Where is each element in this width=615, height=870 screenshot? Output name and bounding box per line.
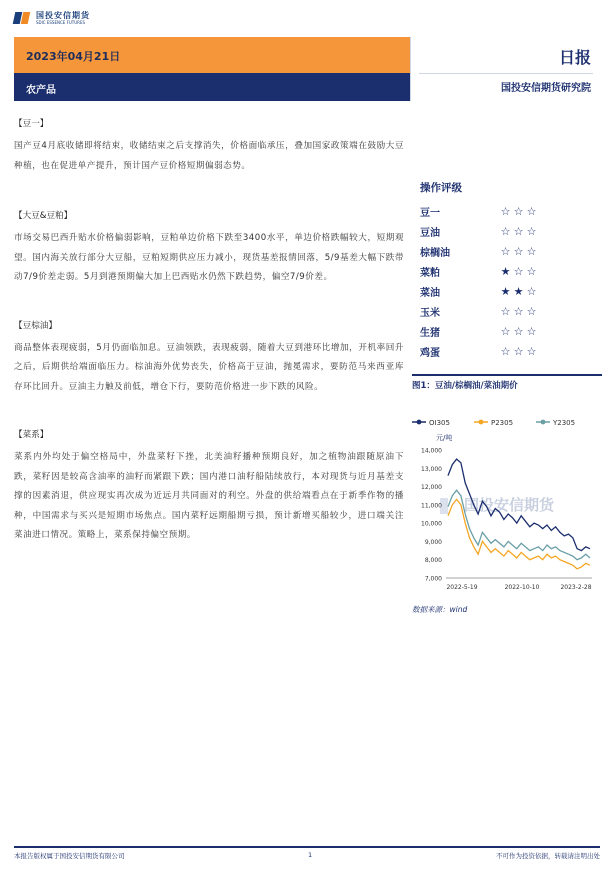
report-title-panel	[410, 37, 601, 101]
section-soy-palm-oil	[14, 320, 404, 398]
legend-label: OI305	[429, 419, 450, 427]
section-title: 【菜系】	[14, 430, 49, 440]
rating-stars	[500, 266, 537, 277]
rating-stars	[500, 206, 537, 217]
logo-english-name: SDIC ESSENCE FUTURES	[36, 20, 86, 25]
empty-star-icon: ☆	[526, 304, 537, 318]
logo-chinese-name: 国投安信期货	[36, 11, 90, 20]
empty-star-icon: ☆	[513, 204, 524, 218]
y-tick-label: 7,000	[424, 575, 442, 583]
empty-star-icon: ☆	[513, 264, 524, 278]
commentary-column	[14, 118, 404, 562]
price-chart-svg	[406, 404, 602, 596]
rating-row	[420, 321, 570, 341]
page-number: 1	[308, 851, 313, 859]
legend-marker	[479, 420, 484, 425]
empty-star-icon: ☆	[500, 324, 511, 338]
rating-stars	[500, 246, 537, 257]
price-chart	[406, 404, 602, 596]
rating-row	[420, 241, 570, 261]
institute-name: 国投安信期货研究院	[501, 83, 591, 94]
rating-row	[420, 261, 570, 281]
legend-label: Y2305	[553, 419, 576, 427]
copyright-notice: 本报告版权属于国投安信期货有限公司	[14, 852, 125, 860]
rating-row	[420, 221, 570, 241]
report-type: 日报	[558, 48, 591, 67]
section-body: 国产豆4月底收储即将结束，收储结束之后支撑消失，价格面临承压，叠加国家政策端在鼓励大豆种植，也在促进单产提升，预计国产豆价格短期偏弱态势。	[14, 141, 404, 171]
disclaimer: 不可作为投资依据，转载请注明出处	[496, 852, 600, 860]
rating-commodity-name: 菜粕	[420, 267, 440, 279]
sector-label: 农产品	[26, 85, 56, 96]
empty-star-icon: ☆	[526, 344, 537, 358]
rating-row	[420, 281, 570, 301]
section-body: 市场交易巴西升贴水价格偏弱影响，豆粕单边价格下跌至3400水平，单边价格跌幅较大，短期观望。国内海关放行部分大豆船，豆粕短期供应压力减小，现货基差报情回落，5/9基差大幅下跌带动7/9价差走弱。5月到港预期偏大加上巴西贴水仍然下跌趋势，偏空7/9价差。	[14, 233, 404, 282]
section-title: 【豆棕油】	[14, 320, 57, 331]
y-tick-label: 8,000	[424, 557, 442, 565]
filled-star-icon: ★	[513, 284, 524, 298]
y-tick-label: 11,000	[421, 502, 442, 510]
y-tick-label: 10,000	[421, 520, 442, 528]
rating-commodity-name: 玉米	[420, 307, 440, 319]
rating-stars	[500, 326, 537, 337]
section-rapeseed	[14, 429, 404, 546]
legend-marker	[541, 420, 546, 425]
empty-star-icon: ☆	[526, 264, 537, 278]
rating-commodity-name: 生猪	[420, 327, 440, 339]
empty-star-icon: ☆	[513, 344, 524, 358]
rating-row	[420, 341, 570, 361]
rating-commodity-name: 鸡蛋	[420, 347, 440, 359]
rating-stars	[500, 226, 537, 237]
rating-row	[420, 301, 570, 321]
company-logo	[14, 10, 90, 26]
footer-divider	[14, 846, 600, 848]
section-body: 菜系内外均处于偏空格局中，外盘菜籽下挫，北美油籽播种预期良好，加之植物油跟随原油下跌，菜籽因是较高含油率的油籽而紧跟下跌；国内港口油籽船陆续放行，本对现货与近月基差支撑的因素消退，供应现实再次成为近远月共同面对的利空。外盘的供给端看点在于新季作物的播种，中国需求与买兴是短期市场焦点。国内菜籽远期船期亏损，预计新增买船较少，进口端关注菜油进口情况。策略上，菜系保持偏空预期。	[14, 452, 404, 540]
rating-stars	[500, 346, 537, 357]
report-date: 2023年04月21日	[26, 50, 121, 63]
y-tick-label: 12,000	[421, 484, 442, 492]
empty-star-icon: ☆	[526, 324, 537, 338]
empty-star-icon: ☆	[526, 284, 537, 298]
legend-label: P2305	[491, 419, 514, 427]
section-title: 【豆一】	[14, 119, 49, 129]
empty-star-icon: ☆	[500, 304, 511, 318]
empty-star-icon: ☆	[500, 204, 511, 218]
y-tick-label: 14,000	[421, 447, 442, 455]
rating-commodity-name: 豆油	[420, 227, 440, 239]
rating-commodity-name: 棕榈油	[420, 247, 450, 259]
empty-star-icon: ☆	[500, 344, 511, 358]
rating-commodity-name: 豆一	[420, 207, 440, 219]
data-source: 数据来源：wind	[412, 605, 468, 614]
empty-star-icon: ☆	[500, 244, 511, 258]
rating-stars	[500, 306, 537, 317]
x-tick-label: 2022-10-10	[504, 584, 540, 591]
legend-marker	[417, 420, 422, 425]
empty-star-icon: ☆	[513, 324, 524, 338]
filled-star-icon: ★	[500, 264, 511, 278]
empty-star-icon: ☆	[513, 244, 524, 258]
y-tick-label: 13,000	[421, 465, 442, 473]
logo-mark-icon	[14, 10, 32, 26]
rating-commodity-name: 菜油	[420, 287, 440, 299]
rating-row	[420, 201, 570, 221]
section-soybean-one	[14, 118, 404, 176]
figure-title: 图1：豆油/棕榈油/菜油期价	[412, 374, 602, 391]
section-soybean-meal	[14, 210, 404, 288]
empty-star-icon: ☆	[513, 304, 524, 318]
panel-divider	[419, 73, 593, 74]
x-tick-label: 2023-2-28	[560, 584, 592, 591]
empty-star-icon: ☆	[526, 224, 537, 238]
empty-star-icon: ☆	[500, 224, 511, 238]
rating-title: 操作评级	[420, 182, 462, 194]
empty-star-icon: ☆	[513, 224, 524, 238]
section-title: 【大豆&豆粕】	[14, 211, 73, 221]
watermark-text: 国投安信期货	[464, 496, 555, 514]
section-body: 商品整体表现疲弱，5月仍面临加息。豆油领跌，表现疲弱，随着大豆到港环比增加，开机率回升之后，后期供给端面临压力。棕油海外优势丧失，价格高于豆油，抛冕需求，要防范马来西亚库存环比回升。豆油主力触及前低，增仓下行，要防范价格进一步下跌的风险。	[14, 342, 404, 392]
empty-star-icon: ☆	[526, 244, 537, 258]
x-tick-label: 2022-5-19	[446, 584, 478, 591]
filled-star-icon: ★	[500, 284, 511, 298]
empty-star-icon: ☆	[526, 204, 537, 218]
y-axis-label: 元/吨	[436, 434, 453, 442]
operation-rating	[420, 180, 570, 361]
rating-stars	[500, 286, 537, 297]
y-tick-label: 9,000	[424, 538, 442, 546]
